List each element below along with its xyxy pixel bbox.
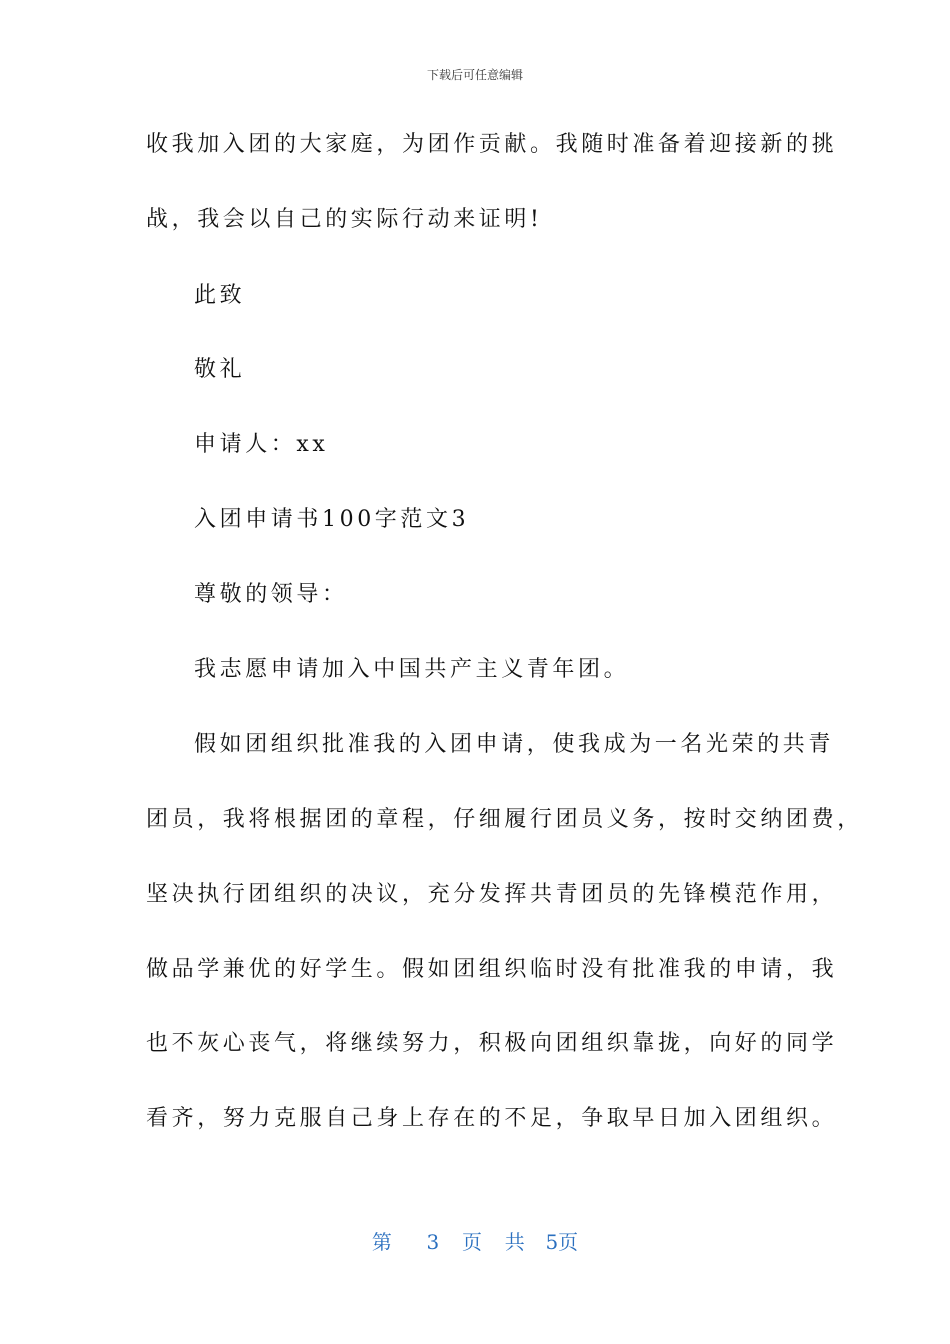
- text-line: 也不灰心丧气，将继续努力，积极向团组织靠拢，向好的同学: [146, 1031, 838, 1056]
- text-line: 坚决执行团组织的决议，充分发挥共青团员的先锋模范作用，: [146, 882, 838, 907]
- applicant-line: 申请人：xx: [194, 432, 329, 457]
- text-line: 做品学兼优的好学生。假如团组织临时没有批准我的申请，我: [146, 957, 838, 982]
- text-line: 团员，我将根据团的章程，仔细履行团员义务，按时交纳团费，: [146, 807, 863, 832]
- text-line: 我志愿申请加入中国共产主义青年团。: [194, 657, 630, 682]
- greeting-line: 尊敬的领导：: [194, 582, 348, 607]
- page-footer: [0, 1226, 950, 1255]
- text-line: 看齐，努力克服自己身上存在的不足，争取早日加入团组织。: [146, 1106, 838, 1131]
- page-header: 下载后可任意编辑: [426, 68, 523, 82]
- salutation-line: 敬礼: [194, 357, 246, 382]
- closing-line: 此致: [194, 283, 246, 308]
- footer-page-label: 页: [462, 1230, 482, 1254]
- total-pages: 5页: [545, 1230, 579, 1254]
- text-line: 收我加入团的大家庭，为团作贡献。我随时准备着迎接新的挑: [146, 132, 838, 157]
- text-line: 战，我会以自己的实际行动来证明!: [146, 207, 543, 232]
- text-line: 假如团组织批准我的入团申请，使我成为一名光荣的共青: [194, 732, 835, 757]
- footer-prefix: 第: [371, 1230, 392, 1254]
- current-page-number: 3: [426, 1230, 440, 1254]
- footer-total-label: 共: [504, 1230, 525, 1254]
- section-title: 入团申请书100字范文3: [194, 507, 470, 532]
